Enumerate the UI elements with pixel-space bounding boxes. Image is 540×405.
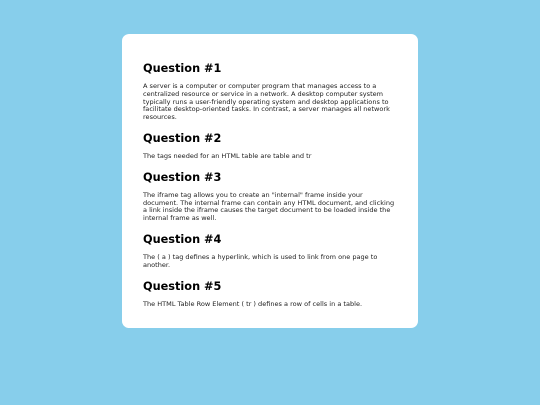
- question-3-title: Question #3: [143, 170, 222, 184]
- question-5-title: Question #5: [143, 279, 222, 293]
- question-1: [143, 62, 397, 122]
- question-3: [143, 171, 397, 223]
- question-2-title: Question #2: [143, 131, 222, 145]
- question-3-answer: The iframe tag allows you to create an "internal" frame inside your document. The internal frame can contain any HTML document, and clicking a link inside the iframe causes the target document to be loaded inside the internal frame as well.: [143, 190, 395, 223]
- questions-card: [122, 34, 418, 328]
- question-4-title: Question #4: [143, 232, 222, 246]
- question-1-title: Question #1: [143, 62, 222, 75]
- question-5: [143, 280, 397, 309]
- question-2: [143, 132, 397, 161]
- question-2-answer: The tags needed for an HTML table are table and tr: [143, 151, 312, 160]
- question-5-answer: The HTML Table Row Element ( tr ) defines a row of cells in a table.: [143, 299, 363, 308]
- question-4-answer: The ( a ) tag defines a hyperlink, which is used to link from one page to another.: [143, 252, 378, 269]
- question-4: [143, 233, 397, 270]
- question-1-answer: A server is a computer or computer program that manages access to a centralized resource or service in a network. A desktop computer system typically runs a user-friendly operating system and desktop applications to facilitate desktop-oriented tasks. In contrast, a server manages all network resources.: [143, 82, 390, 122]
